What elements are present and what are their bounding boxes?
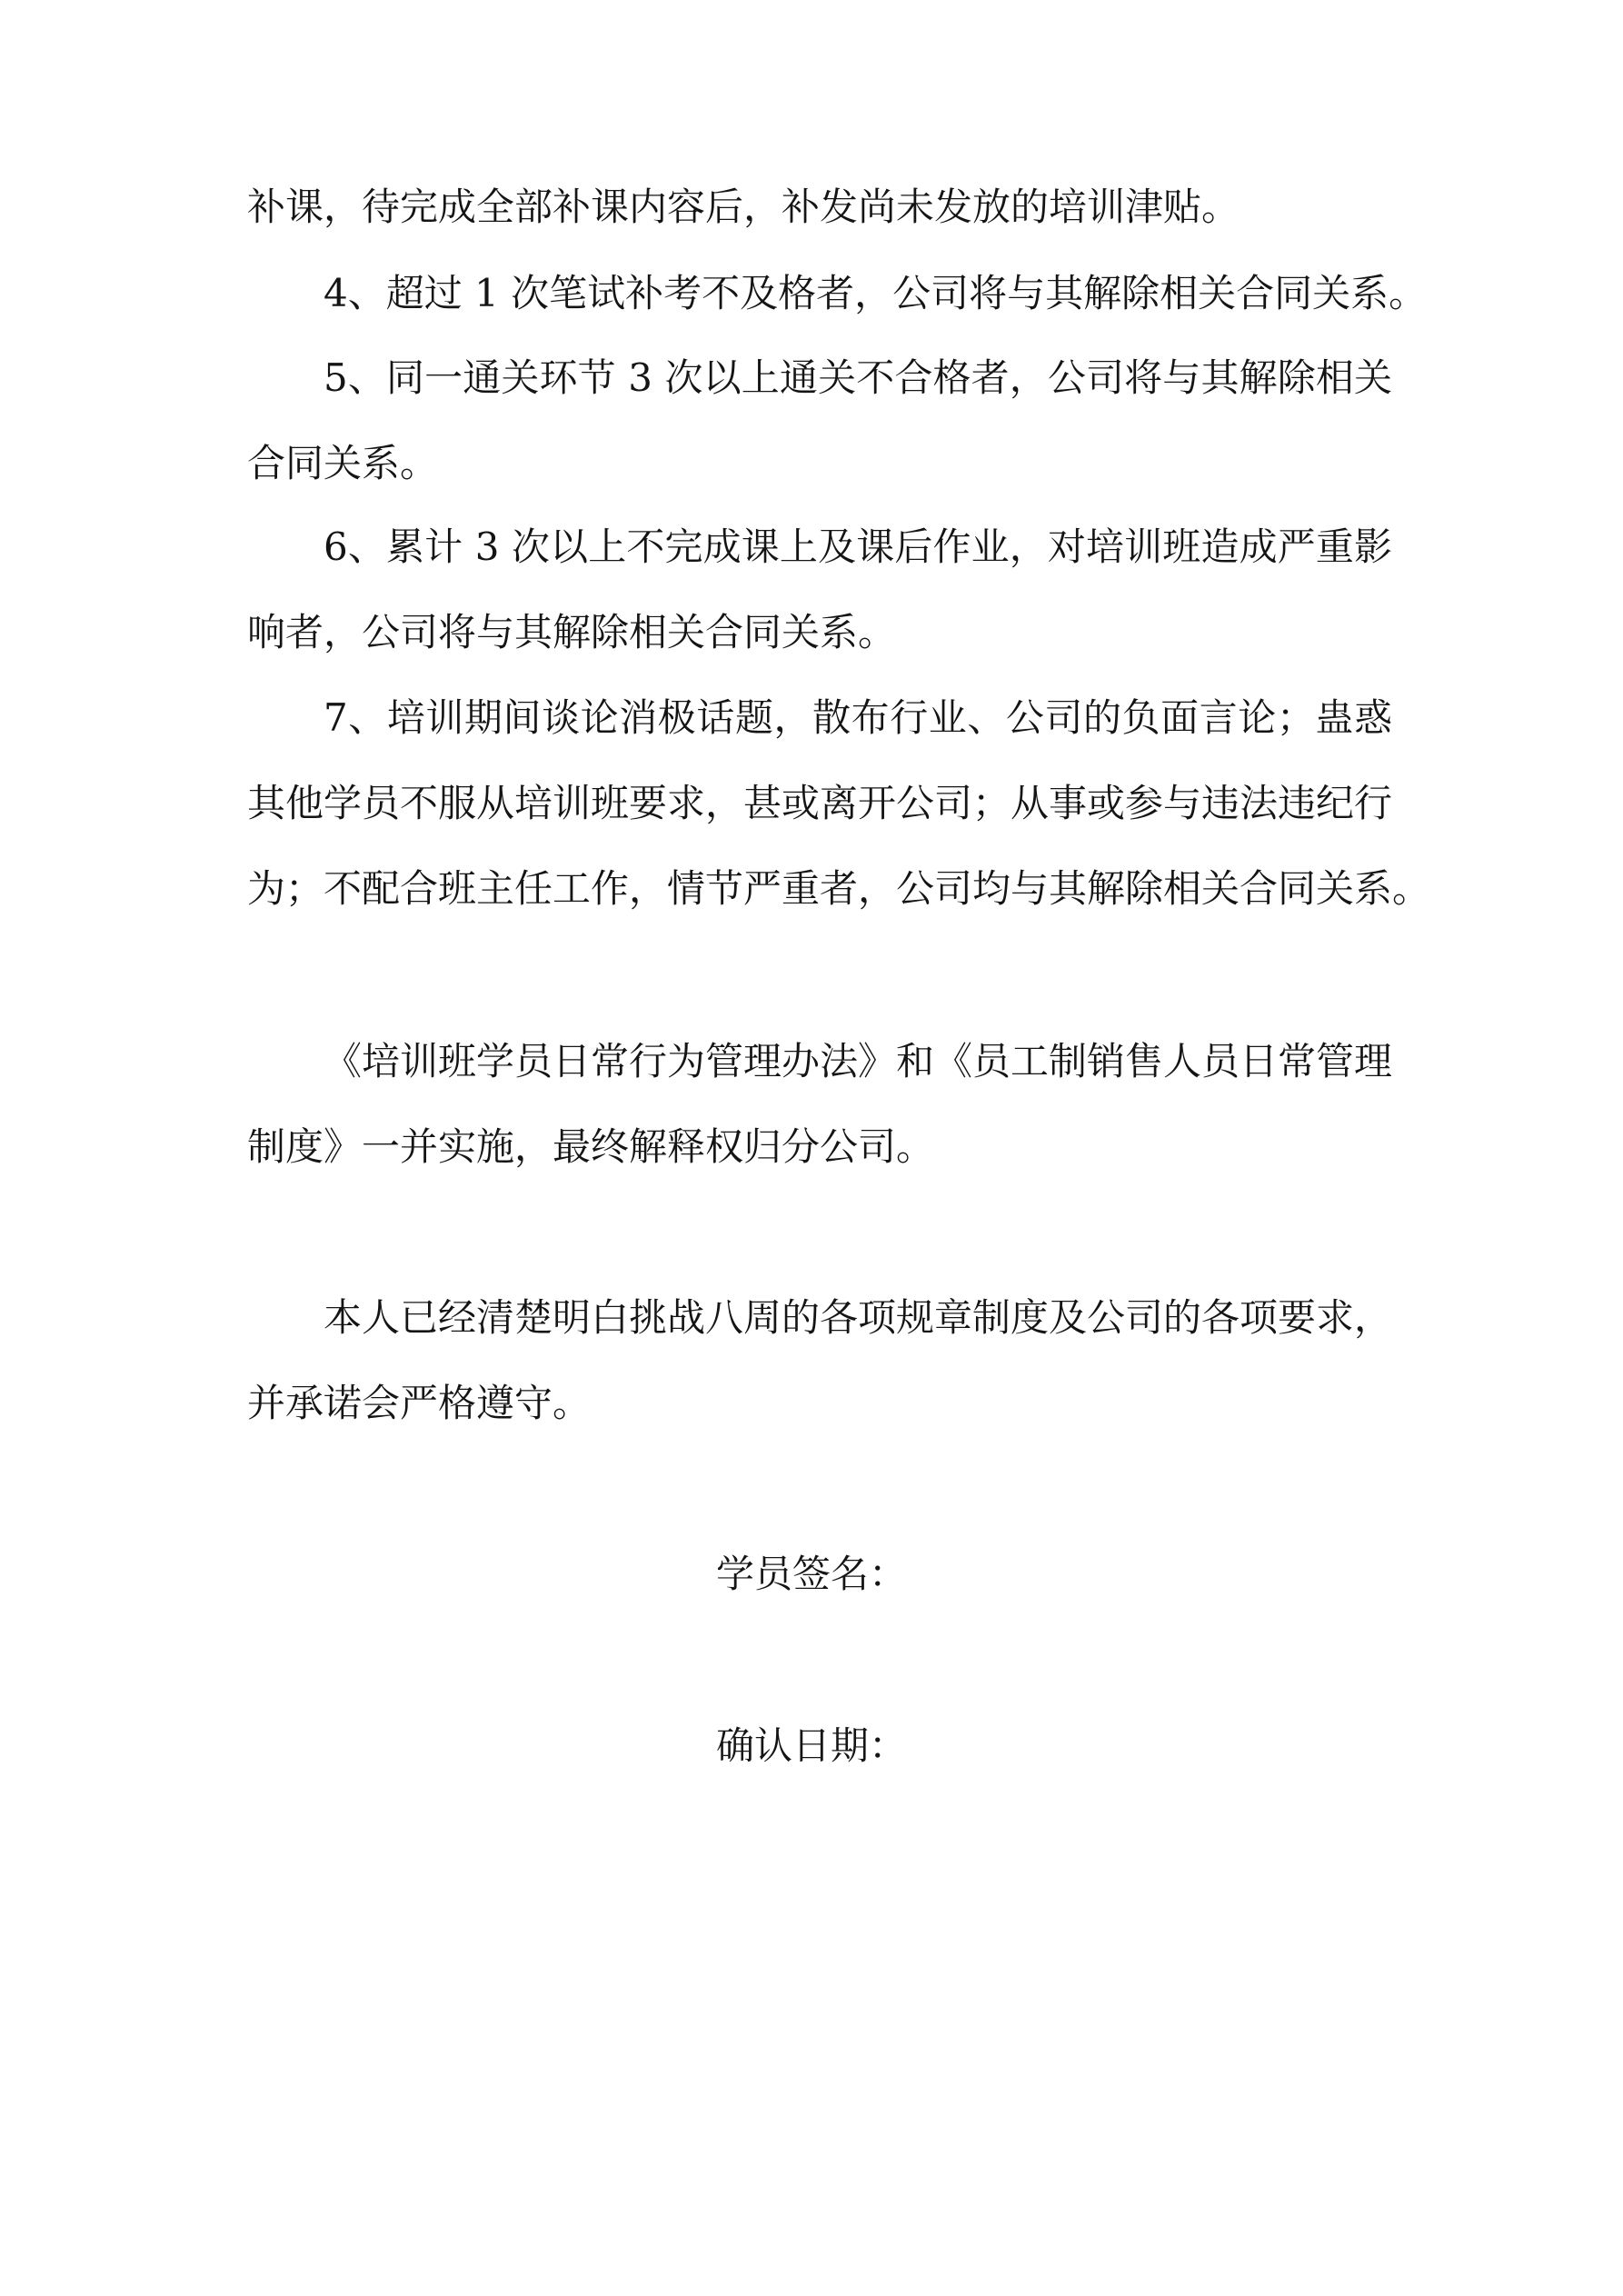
rule-item-5-line-1: 5、同一通关环节 3 次以上通关不合格者，公司将与其解除相关	[324, 355, 1392, 400]
rule-item-6-line-2: 响者，公司将与其解除相关合同关系。	[247, 610, 897, 654]
signature-label: 学员签名：	[715, 1552, 907, 1596]
rule-item-7-line-1: 7、培训期间谈论消极话题，散布行业、公司的负面言论；蛊惑	[324, 695, 1392, 740]
rule-item-7-line-3: 为；不配合班主任工作，情节严重者，公司均与其解除相关合同关系。	[247, 866, 1431, 911]
policy-text-line-2: 制度》一并实施，最终解释权归分公司。	[247, 1124, 935, 1169]
continuation-text: 补课，待完成全部补课内容后，补发尚未发放的培训津贴。	[247, 185, 1240, 229]
rule-item-4: 4、超过 1 次笔试补考不及格者，公司将与其解除相关合同关系。	[324, 271, 1428, 315]
rule-item-6-line-1: 6、累计 3 次以上不完成课上及课后作业，对培训班造成严重影	[324, 524, 1392, 569]
date-label: 确认日期：	[715, 1723, 907, 1768]
policy-text-line-1: 《培训班学员日常行为管理办法》和《员工制销售人员日常管理	[324, 1039, 1393, 1083]
pledge-text-line-1: 本人已经清楚明白挑战八周的各项规章制度及公司的各项要求，	[324, 1295, 1393, 1340]
pledge-text-line-2: 并承诺会严格遵守。	[247, 1381, 592, 1425]
rule-item-5-line-2: 合同关系。	[247, 441, 439, 485]
rule-item-7-line-2: 其他学员不服从培训班要求，甚或离开公司；从事或参与违法违纪行	[247, 781, 1393, 825]
